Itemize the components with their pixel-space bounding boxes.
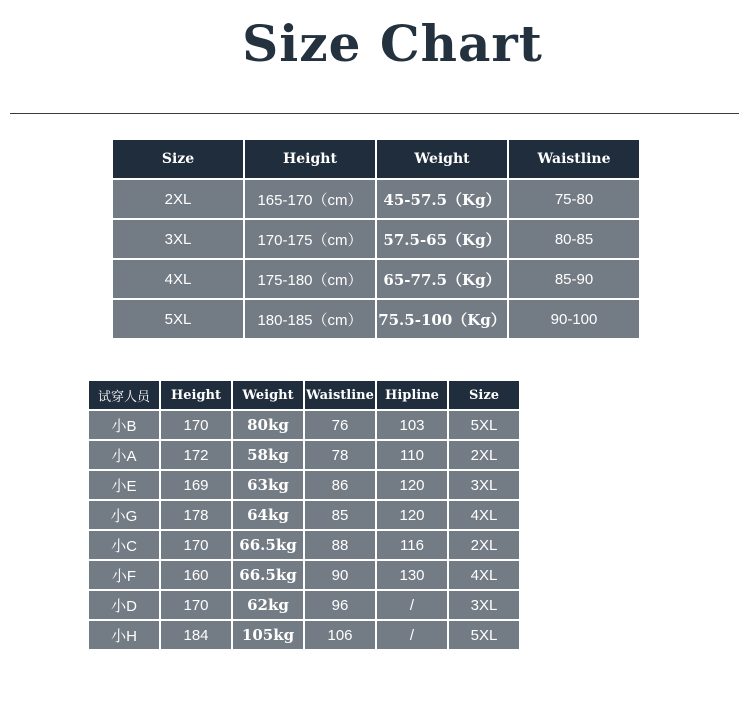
cell-waistline: 85 <box>305 501 375 529</box>
cell-model: 小E <box>89 471 159 499</box>
cell-weight: 63kg <box>233 471 303 499</box>
cell-weight: 45-57.5（Kg） <box>377 180 507 218</box>
header-height: Height <box>245 140 375 178</box>
cell-size: 5XL <box>449 411 519 439</box>
cell-waistline: 76 <box>305 411 375 439</box>
cell-hipline: 116 <box>377 531 447 559</box>
header-model: 试穿人员 <box>89 381 159 409</box>
cell-waistline: 85-90 <box>509 260 639 298</box>
cell-hipline: 120 <box>377 471 447 499</box>
cell-waistline: 90-100 <box>509 300 639 338</box>
cell-weight: 75.5-100（Kg） <box>377 300 507 338</box>
cell-size: 3XL <box>113 220 243 258</box>
header-waistline: Waistline <box>509 140 639 178</box>
cell-waistline: 80-85 <box>509 220 639 258</box>
cell-size: 4XL <box>113 260 243 298</box>
table-row <box>113 260 639 298</box>
cell-waistline: 78 <box>305 441 375 469</box>
cell-waistline: 106 <box>305 621 375 649</box>
cell-size: 2XL <box>449 531 519 559</box>
cell-waistline: 96 <box>305 591 375 619</box>
table-header-row <box>89 381 519 409</box>
table-row <box>89 501 519 529</box>
header-size: Size <box>113 140 243 178</box>
header-weight: Weight <box>233 381 303 409</box>
table-row <box>89 531 519 559</box>
cell-hipline: 120 <box>377 501 447 529</box>
cell-weight: 105kg <box>233 621 303 649</box>
cell-model: 小H <box>89 621 159 649</box>
cell-size: 2XL <box>113 180 243 218</box>
cell-height: 169 <box>161 471 231 499</box>
cell-height: 172 <box>161 441 231 469</box>
cell-model: 小D <box>89 591 159 619</box>
cell-model: 小F <box>89 561 159 589</box>
table-row <box>113 220 639 258</box>
cell-height: 170-175（cm） <box>245 220 375 258</box>
table-row <box>89 441 519 469</box>
cell-hipline: 103 <box>377 411 447 439</box>
cell-weight: 57.5-65（Kg） <box>377 220 507 258</box>
cell-waistline: 90 <box>305 561 375 589</box>
table-row <box>89 591 519 619</box>
cell-hipline: 110 <box>377 441 447 469</box>
table-row <box>113 300 639 338</box>
cell-height: 178 <box>161 501 231 529</box>
cell-model: 小A <box>89 441 159 469</box>
cell-size: 5XL <box>113 300 243 338</box>
table-row <box>89 561 519 589</box>
cell-size: 3XL <box>449 471 519 499</box>
cell-weight: 66.5kg <box>233 531 303 559</box>
cell-hipline: 130 <box>377 561 447 589</box>
cell-size: 4XL <box>449 501 519 529</box>
cell-height: 160 <box>161 561 231 589</box>
cell-height: 175-180（cm） <box>245 260 375 298</box>
header-hipline: Hipline <box>377 381 447 409</box>
cell-height: 184 <box>161 621 231 649</box>
cell-waistline: 88 <box>305 531 375 559</box>
cell-size: 3XL <box>449 591 519 619</box>
cell-weight: 65-77.5（Kg） <box>377 260 507 298</box>
cell-size: 5XL <box>449 621 519 649</box>
cell-weight: 66.5kg <box>233 561 303 589</box>
header-weight: Weight <box>377 140 507 178</box>
cell-model: 小B <box>89 411 159 439</box>
cell-waistline: 75-80 <box>509 180 639 218</box>
header-height: Height <box>161 381 231 409</box>
cell-height: 180-185（cm） <box>245 300 375 338</box>
model-fit-table <box>87 379 521 651</box>
table-row <box>89 411 519 439</box>
cell-weight: 80kg <box>233 411 303 439</box>
page-title: Size Chart <box>242 14 543 73</box>
table-header-row <box>113 140 639 178</box>
table-row <box>113 180 639 218</box>
cell-model: 小G <box>89 501 159 529</box>
cell-weight: 58kg <box>233 441 303 469</box>
cell-size: 4XL <box>449 561 519 589</box>
cell-waistline: 86 <box>305 471 375 499</box>
divider <box>10 113 739 114</box>
cell-height: 170 <box>161 591 231 619</box>
cell-hipline: / <box>377 591 447 619</box>
cell-height: 165-170（cm） <box>245 180 375 218</box>
table-row <box>89 621 519 649</box>
cell-height: 170 <box>161 411 231 439</box>
cell-size: 2XL <box>449 441 519 469</box>
size-chart-table <box>111 138 641 340</box>
cell-hipline: / <box>377 621 447 649</box>
header-size: Size <box>449 381 519 409</box>
header-waistline: Waistline <box>305 381 375 409</box>
table-row <box>89 471 519 499</box>
cell-weight: 64kg <box>233 501 303 529</box>
cell-height: 170 <box>161 531 231 559</box>
cell-model: 小C <box>89 531 159 559</box>
cell-weight: 62kg <box>233 591 303 619</box>
